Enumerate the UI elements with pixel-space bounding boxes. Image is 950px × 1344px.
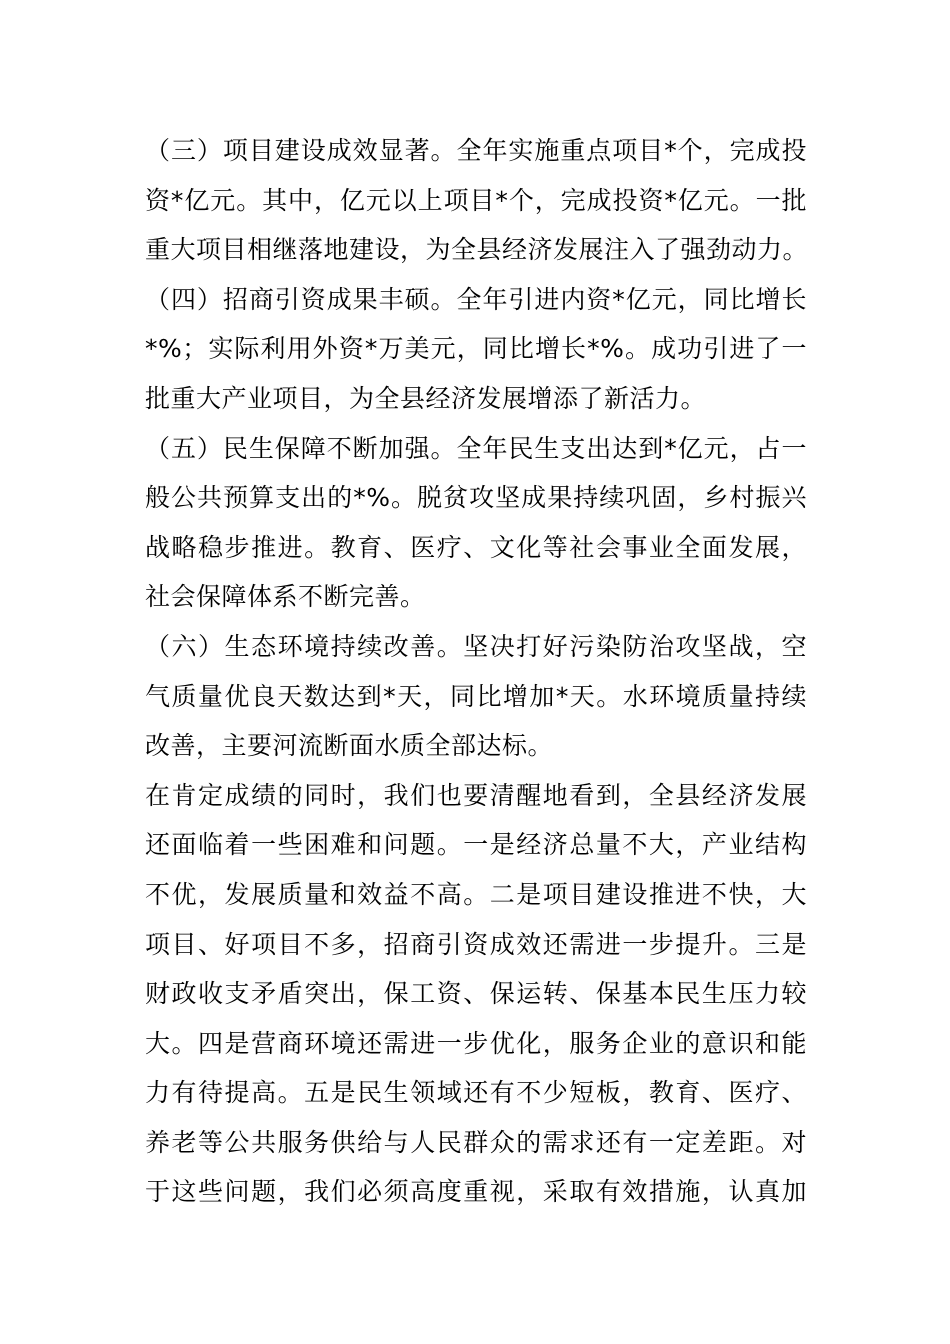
text-line: （四）招商引资成果丰硕。全年引进内资*亿元，同比增长 — [145, 284, 807, 314]
text-line: 养老等公共服务供给与人民群众的需求还有一定差距。对 — [145, 1127, 807, 1157]
text-line: 财政收支矛盾突出，保工资、保运转、保基本民生压力较 — [145, 979, 807, 1009]
text-line: 资*亿元。其中，亿元以上项目*个，完成投资*亿元。一批 — [145, 185, 807, 215]
text-line: 于这些问题，我们必须高度重视，采取有效措施，认真加 — [145, 1177, 807, 1207]
text-line: *%；实际利用外资*万美元，同比增长*%。成功引进了一 — [145, 334, 807, 364]
text-line: 社会保障体系不断完善。 — [145, 582, 426, 612]
text-line: 还面临着一些困难和问题。一是经济总量不大，产业结构 — [145, 830, 807, 860]
text-line: 大。四是营商环境还需进一步优化，服务企业的意识和能 — [145, 1028, 807, 1058]
text-line: 般公共预算支出的*%。脱贫攻坚成果持续巩固，乡村振兴 — [145, 483, 807, 513]
text-line: 不优，发展质量和效益不高。二是项目建设推进不快，大 — [145, 879, 807, 909]
text-line: （三）项目建设成效显著。全年实施重点项目*个，完成投 — [145, 136, 807, 165]
text-line: （六）生态环境持续改善。坚决打好污染防治攻坚战，空 — [145, 631, 807, 661]
text-line: 战略稳步推进。教育、医疗、文化等社会事业全面发展， — [145, 532, 807, 562]
text-line: 气质量优良天数达到*天，同比增加*天。水环境质量持续 — [145, 681, 807, 711]
text-line: 改善，主要河流断面水质全部达标。 — [145, 731, 554, 761]
text-line: 力有待提高。五是民生领域还有不少短板，教育、医疗、 — [145, 1078, 807, 1108]
text-line: 在肯定成绩的同时，我们也要清醒地看到，全县经济发展 — [145, 780, 807, 810]
text-line: 批重大产业项目，为全县经济发展增添了新活力。 — [145, 383, 707, 413]
document-body — [145, 126, 807, 1217]
text-line: （五）民生保障不断加强。全年民生支出达到*亿元，占一 — [145, 433, 807, 463]
text-line: 项目、好项目不多，招商引资成效还需进一步提升。三是 — [145, 929, 807, 959]
text-line: 重大项目相继落地建设，为全县经济发展注入了强劲动力。 — [145, 235, 809, 265]
